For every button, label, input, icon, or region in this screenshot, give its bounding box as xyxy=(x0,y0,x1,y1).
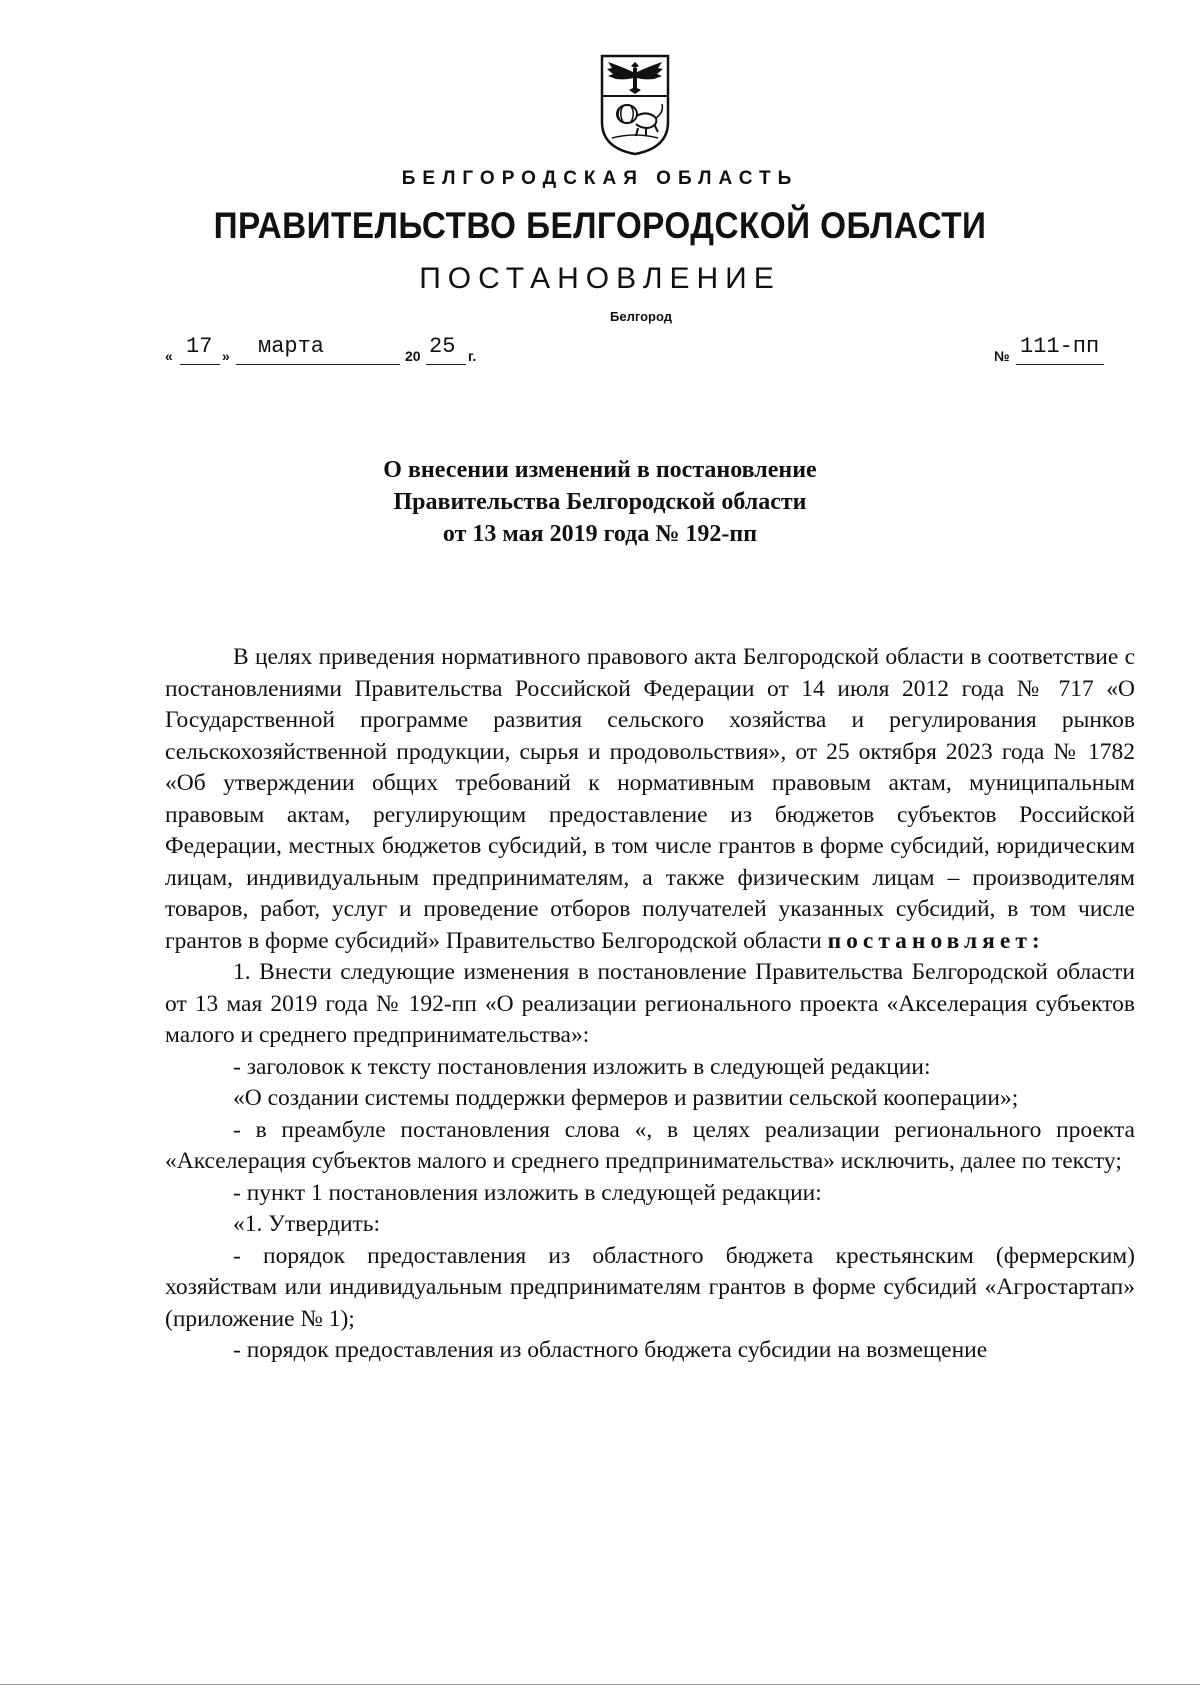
preamble-text: В целях приведения нормативного правового акта Белгородской области в соответствие с постановлениями Правительства Российской Федерации от 14 июля 2012 года № 717 «О Государственной программе развития сельского хозяйства и регулирования рынков сельскохозяйственной продукции, сырья и продовольствия», от 25 октября 2023 года № 1782 «Об утверждении общих требований к нормативным правовым актам, муниципальным правовым актам, регулирующим предоставление из бюджетов субъектов Российской Федерации, местных бюджетов субсидий, в том числе грантов в форме субсидий, юридическим лицам, индивидуальным предпринимателям, а также физическим лицам – производителям товаров, работ, услуг и проведение отборов получателей указанных субсидий, в том числе грантов в форме субсидий» Правительство Белгородской области xyxy=(165,644,1135,954)
paragraph-preamble-change: - в преамбуле постановления слова «, в целях реализации регионального проекта «Акселерация субъектов малого и среднего предпринимательства» исключить, далее по тексту; xyxy=(165,1116,1135,1174)
number-label: № xyxy=(994,348,1010,364)
document-title xyxy=(0,454,1200,550)
paragraph-new-heading: «О создании системы поддержки фермеров и развитии сельской кооперации»; xyxy=(233,1085,1019,1111)
coat-of-arms-emblem xyxy=(598,52,672,156)
region-name: БЕЛГОРОДСКАЯ ОБЛАСТЬ xyxy=(401,168,799,189)
year-suffix: 25 xyxy=(429,334,456,359)
paragraph-point-1-change: - пункт 1 постановления изложить в следующей редакции: xyxy=(233,1179,822,1206)
month-underline xyxy=(236,364,400,365)
title-line-3: от 13 мая 2019 года № 192-пп xyxy=(442,521,758,547)
number-underline xyxy=(1016,364,1104,365)
page-bottom-edge xyxy=(0,1684,1200,1685)
paragraph-preamble xyxy=(165,642,1135,957)
paragraph-item-1: 1. Внести следующие изменения в постановление Правительства Белгородской области от 13 мая 2019 года № 192-пп «О реализации регионального проекта «Акселерация субъектов малого и среднего предпринимательства»: xyxy=(165,959,1135,1048)
year-mark: г. xyxy=(468,348,477,364)
paragraph-heading-change: - заголовок к тексту постановления изложить в следующей редакции: xyxy=(233,1053,931,1080)
date-close-quote: » xyxy=(222,348,230,364)
document-body xyxy=(165,642,1135,1367)
date-open-quote: « xyxy=(165,348,173,364)
document-type: ПОСТАНОВЛЕНИЕ xyxy=(419,262,781,295)
year-prefix: 20 xyxy=(405,348,421,364)
title-line-2: Правительства Белгородской области xyxy=(393,489,807,515)
paragraph-approve: «1. Утвердить: xyxy=(233,1211,381,1237)
date-month: марта xyxy=(258,334,325,359)
paragraph-subsidy-order: - порядок предоставления из областного бюджета субсидии на возмещение xyxy=(233,1337,988,1363)
decree-keyword: постановляет: xyxy=(827,927,1045,954)
document-number: 111-пп xyxy=(1020,334,1100,359)
city-name: Белгород xyxy=(610,309,672,324)
government-name: ПРАВИТЕЛЬСТВО БЕЛГОРОДСКОЙ ОБЛАСТИ xyxy=(213,205,987,246)
date-day: 17 xyxy=(186,334,213,359)
paragraph-agrostartup-order: - порядок предоставления из областного бюджета крестьянским (фермерским) хозяйствам или индивидуальным предпринимателям грантов в форме субсидий «Агростартап» (приложение № 1); xyxy=(165,1242,1135,1332)
title-line-1: О внесении изменений в постановление xyxy=(383,457,817,483)
year-underline xyxy=(426,364,466,365)
day-underline xyxy=(180,364,220,365)
